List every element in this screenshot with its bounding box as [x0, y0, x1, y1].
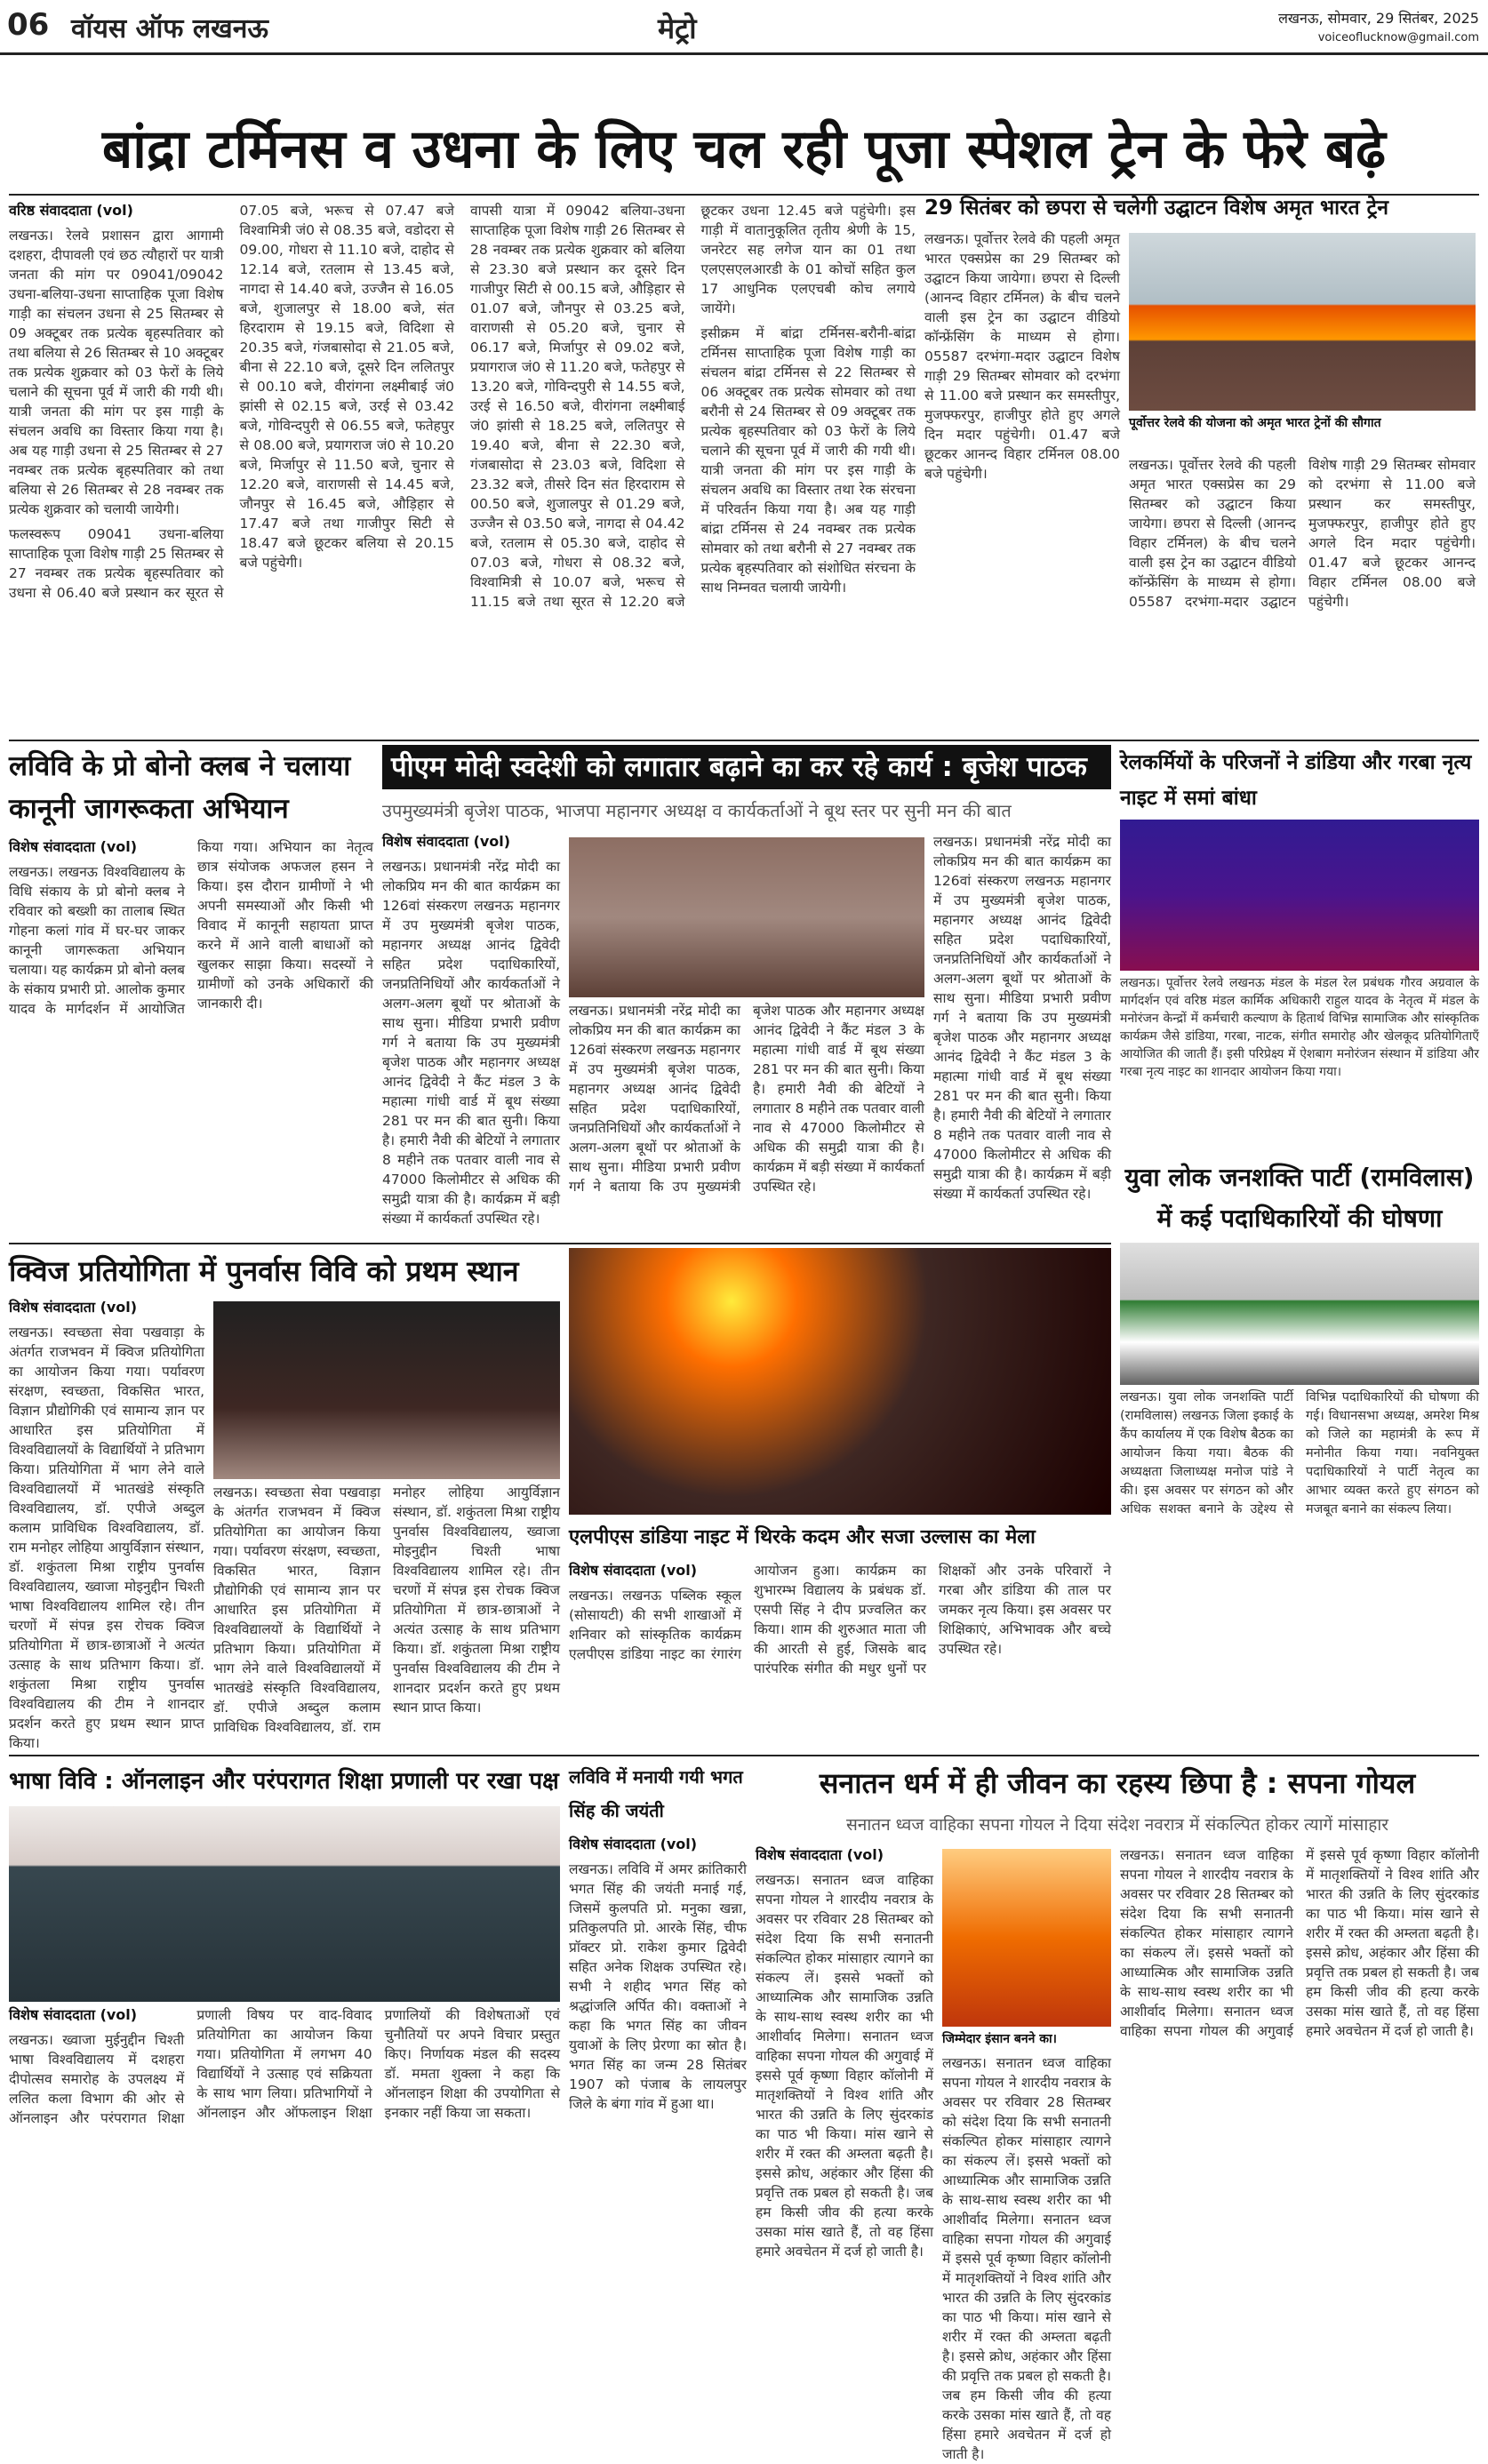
garba-photo — [1120, 820, 1479, 971]
date: लखनऊ, सोमवार, 29 सितंबर, 2025 — [1278, 10, 1479, 27]
quiz-body-2: लखनऊ। स्वच्छता सेवा पखवाड़ा के अंतर्गत राजभवन में क्विज प्रतियोगिता का आयोजन किया गया। पर्यावरण संरक्षण, स्वच्छता, विकसित भारत, विज्ञान प्रौद्योगिकी एवं सामान्य ज्ञान पर आधारित इस प्रतियोगिता में विश्वविद्यालयों के विद्यार्थियों ने प्रतिभाग किया। प्रतियोगिता में भाग लेने वाले विश्वविद्यालयों में भातखंडे संस्कृति विश्वविद्यालय, डॉ. एपीजे अब्दुल कलाम प्राविधिक विश्वविद्यालय, डॉ. राम मनोहर लोहिया आयुर्विज्ञान संस्थान, डॉ. शकुंतला मिश्रा राष्ट्रीय पुनर्वास विश्वविद्यालय, ख्वाजा मोइनुद्दीन चिश्ती भाषा विश्वविद्यालय शामिल रहे। तीन चरणों में संपन्न इस रोचक क्विज प्रतियोगिता में छात्र-छात्राओं ने अत्यंत उत्साह के साथ प्रतिभाग किया। डॉ. शकुंतला मिश्रा राष्ट्रीय पुनर्वास विश्वविद्यालय की टीम ने शानदार प्रदर्शन करते हुए प्रथम स्थान प्राप्त किया। — [213, 1484, 560, 1735]
quiz-byline: विशेष संवाददाता (vol) — [9, 1299, 138, 1316]
ljp-headline: युवा लोक जनशक्ति पार्टी (रामविलास) में कई पदाधिकारियों की घोषणा — [1124, 1163, 1475, 1233]
sanatan-article-cont2 — [1120, 1845, 1479, 2334]
modi-headline: पीएम मोदी स्वदेशी को लगातार बढ़ाने का कर रहे कार्य : बृजेश पाठक — [382, 745, 1111, 789]
ljp-article — [1120, 1388, 1479, 1751]
bhasha-article — [9, 2005, 560, 2334]
dandiya-photo — [569, 1248, 1111, 1515]
modi-body: लखनऊ। प्रधानमंत्री नरेंद्र मोदी का लोकप्रिय मन की बात कार्यक्रम का 126वां संस्करण लखनऊ महानगर में उप मुख्यमंत्री बृजेश पाठक, महानगर अध्यक्ष आनंद द्विवेदी सहित प्रदेश पदाधिकारियों, जनप्रतिनिधियों और कार्यकर्ताओं ने अलग-अलग बूथों पर श्रोताओं के साथ सुना। मीडिया प्रभारी प्रवीण गर्ग ने बताया कि उप मुख्यमंत्री बृजेश पाठक और महानगर अध्यक्ष आनंद द्विवेदी ने कैंट मंडल 3 के महात्मा गांधी वार्ड में बूथ संख्या 281 पर मन की बात सुनी। किया है। हमारी नैवी की बेटियों ने लगातार 8 महीने तक पतवार वाली नाव से 47000 किलोमीटर से अधिक की समुद्री यात्रा की है। कार्यक्रम में बड़ी संख्या में कार्यकर्ता उपस्थित रहे। — [382, 859, 560, 1227]
sanatan-byline: विशेष संवाददाता (vol) — [756, 1846, 884, 1863]
train-body-2: लखनऊ। पूर्वोत्तर रेलवे की पहली अमृत भारत एक्सप्रेस का 29 सितम्बर को उद्घाटन किया जायेगा। छपरा से दिल्ली (आनन्द विहार टर्मिनल) के बीच चलने वाली इस ट्रेन का उद्घाटन वीडियो कॉन्फ्रेंसिंग के माध्यम से होगा। 05587 दरभंगा-मदार उद्घाटन विशेष गाड़ी 29 सितम्बर सोमवार को दरभंगा से 11.00 बजे प्रस्थान कर समस्तीपुर, मुजफ्फरपुर, हाजीपुर होते हुए अगले दिन मदार पहुंचेगी। 01.47 बजे छूटकर आनन्द विहार टर्मिनल 08.00 बजे पहुंचेगी। — [1129, 457, 1476, 610]
dandiya-body: लखनऊ। लखनऊ पब्लिक स्कूल (सोसायटी) की सभी शाखाओं में शनिवार को सांस्कृतिक कार्यक्रम एलपीएस डांडिया नाइट का रंगारंग आयोजन हुआ। कार्यक्रम का शुभारम्भ विद्यालय के प्रबंधक डॉ. एसपी सिंह ने दीप प्रज्वलित कर किया। शाम की शुरुआत माता जी की आरती से हुई, जिसके बाद पारंपरिक संगीत की मधुर धुनों पर शिक्षकों और उनके परिवारों ने गरबा और डांडिया की ताल पर जमकर नृत्य किया। इस अवसर पर शिक्षिकाएं, अभिभावक और बच्चे उपस्थित रहे। — [569, 1563, 1111, 1676]
probono-headline: लविवि के प्रो बोनो क्लब ने चलाया कानूनी जागरूकता अभियान — [9, 750, 351, 825]
train-article-cont — [1129, 455, 1476, 736]
lead-para-3: वापसी यात्रा में 09042 बलिया-उधना साप्ताहिक पूजा विशेष गाड़ी 26 सितम्बर से 28 नवम्बर तक प्रत्येक शुक्रवार को बलिया से 23.30 बजे प्रस्थान कर दूसरे दिन गाजीपुर सिटी से 00.15 बजे, औड़िहार से 01.07 बजे, जौनपुर से 03.25 बजे, वाराणसी से 05.20 बजे, चुनार से 06.17 बजे, मिर्जापुर से 09.02 बजे, प्रयागराज जं0 से 11.20 बजे, फतेहपुर से 13.20 बजे, गोविन्दपुरी से 14.55 बजे, उरई से 16.50 बजे, वीरांगना लक्ष्मीबाई जं0 झांसी से 18.25 बजे, ललितपुर से 19.40 बजे, बीना से 22.30 बजे, गंजबासोदा से 23.03 बजे, विदिशा से 23.32 बजे, तीसरे दिन संत हिरदाराम से 00.50 बजे, शुजालपुर से 01.29 बजे, उज्जैन से 03.50 बजे, नागदा से 04.42 बजे, रतलाम से 05.30 बजे, दाहोद से 07.03 बजे, गोधरा से 08.32 बजे, विश्वामित्री से 10.07 बजे, भरूच से 11.15 बजे तथा सूरत से 12.20 बजे छूटकर उधना 12.45 बजे पहुंचेगी। इस गाड़ी में वातानुकूलित तृतीय श्रेणी के 15, जनरेटर सह लगेज यान का 01 तथा एलएसएलआरडी के 01 कोचों सहित कुल 17 आधुनिक एलएचबी कोच लगाये जायेंगे। — [470, 203, 916, 610]
bhasha-headline: भाषा विवि : ऑनलाइन और परंपरागत शिक्षा प्रणाली पर रखा पक्ष — [9, 1768, 559, 1795]
lead-para-2: फलस्वरूप 09041 उधना-बलिया साप्ताहिक पूजा विशेष गाड़ी 25 सितम्बर से 27 नवम्बर तक प्रत्येक बृहस्पतिवार को उधना से 06.40 बजे प्रस्थान कर सूरत से 07.05 बजे, भरूच से 07.47 बजे विश्वामित्री जं0 से 08.35 बजे, वडोदरा से 09.00, गोधरा से 11.10 बजे, दाहोद से 12.14 बजे, रतलाम से 13.45 बजे, नागदा से 14.40 बजे, उज्जैन से 16.05 बजे, शुजालपुर से 18.00 बजे, संत हिरदाराम से 19.15 बजे, विदिशा से 20.35 बजे, गंजबासोदा से 21.05 बजे, बीना से 22.10 बजे, दूसरे दिन ललितपुर से 00.10 बजे, वीरांगना लक्ष्मीबाई जं0 झांसी से 02.15 बजे, उरई से 03.42 बजे, गोविन्दपुरी से 06.55 बजे, फतेहपुर से 08.00 बजे, प्रयागराज जं0 से 10.20 बजे, मिर्जापुर से 11.50 बजे, चुनार से 12.20 बजे, वाराणसी से 14.45 बजे, जौनपुर से 16.45 बजे, औड़िहार से 17.47 बजे तथा गाजीपुर सिटी से 18.47 बजे छूटकर बलिया से 20.15 बजे पहुंचेगी। — [9, 203, 454, 601]
email: voiceoflucknow@gmail.com — [1317, 31, 1479, 44]
sanatan-article — [756, 1845, 933, 2334]
modi-photo — [569, 837, 924, 997]
train-photo-caption: पूर्वोत्तर रेलवे की योजना को अमृत भारत ट्रेनों की सौगात — [1129, 416, 1381, 430]
bhagat-headline: लविवि में मनायी गयी भगत सिंह की जयंती — [569, 1766, 743, 1821]
bhagat-byline: विशेष संवाददाता (vol) — [569, 1836, 698, 1852]
lead-para-1: लखनऊ। रेलवे प्रशासन द्वारा आगामी दशहरा, दीपावली एवं छठ त्यौहारों पर यात्री जनता की मांग पर 09041/09042 उधना-बलिया-उधना साप्ताहिक पूजा विशेष गाड़ी का संचलन उधना से 25 सितम्बर से 09 अक्टूबर तक प्रत्येक बृहस्पतिवार को तथा बलिया से 26 सितम्बर से 10 अक्टूबर तक प्रत्येक शुक्रवार को 03 फेरों के लिये चलाने की सूचना पूर्व में जारी की गयी थी। यात्री जनता की मांग पर इस गाड़ी के संचलन अवधि का विस्तार किया गया है। अब यह गाड़ी उधना से 25 सितम्बर से 27 नवम्बर तक प्रत्येक बृहस्पतिवार को तथा बलिया से 26 सितम्बर से 28 नवम्बर तक प्रत्येक शुक्रवार को चलायी जायेगी। — [9, 228, 224, 517]
dateline — [1278, 9, 1479, 48]
sanatan-body: लखनऊ। सनातन ध्वज वाहिका सपना गोयल ने शारदीय नवरात्र के अवसर पर रविवार 28 सितम्बर को संदेश दिया कि सभी सनातनी संकल्पित होकर मांसाहार त्यागने का संकल्प लें। इससे भक्तों को आध्यात्मिक और सामाजिक उन्नति के साथ-साथ स्वस्थ शरीर का भी आशीर्वाद मिलेगा। सनातन ध्वज वाहिका सपना गोयल की अगुवाई में इससे पूर्व कृष्णा विहार कॉलोनी में मातृशक्तियों ने विश्व शांति और भारत की उन्नति के लिए सुंदरकांड का पाठ भी किया। मांस खाने से शरीर में रक्त की अम्लता बढ़ती है। इससे क्रोध, अहंकार और हिंसा की प्रवृत्ति तक प्रबल हो सकती है। जब हम किसी जीव की हत्या करके उसका मांस खाते हैं, तो वह हिंसा हमारे अवचेतन में दर्ज हो जाती है। — [756, 1872, 933, 2260]
garba-headline: रेलकर्मियों के परिजनों ने डांडिया और गरबा नृत्य नाइट में समां बांधा — [1120, 751, 1472, 810]
probono-article — [9, 837, 373, 1239]
bhagat-article — [569, 1835, 747, 2334]
sanatan-article-cont — [942, 2053, 1111, 2462]
modi-article-cont2 — [933, 832, 1111, 1239]
modi-article — [382, 832, 560, 1239]
dandiya-byline: विशेष संवाददाता (vol) — [569, 1562, 698, 1579]
quiz-photo — [213, 1301, 560, 1479]
quiz-body: लखनऊ। स्वच्छता सेवा पखवाड़ा के अंतर्गत राजभवन में क्विज प्रतियोगिता का आयोजन किया गया। पर्यावरण संरक्षण, स्वच्छता, विकसित भारत, विज्ञान प्रौद्योगिकी एवं सामान्य ज्ञान पर आधारित इस प्रतियोगिता में विश्वविद्यालयों के विद्यार्थियों ने प्रतिभाग किया। प्रतियोगिता में भाग लेने वाले विश्वविद्यालयों में भातखंडे संस्कृति विश्वविद्यालय, डॉ. एपीजे अब्दुल कलाम प्राविधिक विश्वविद्यालय, डॉ. राम मनोहर लोहिया आयुर्विज्ञान संस्थान, डॉ. शकुंतला मिश्रा राष्ट्रीय पुनर्वास विश्वविद्यालय, ख्वाजा मोइनुद्दीन चिश्ती भाषा विश्वविद्यालय शामिल रहे। तीन चरणों में संपन्न इस रोचक क्विज प्रतियोगिता में छात्र-छात्राओं ने अत्यंत उत्साह के साथ प्रतिभाग किया। डॉ. शकुंतला मिश्रा राष्ट्रीय पुनर्वास विश्वविद्यालय की टीम ने शानदार प्रदर्शन करते हुए प्रथम स्थान प्राप्त किया। — [9, 1324, 204, 1751]
train-article — [924, 229, 1120, 736]
dandiya-article — [569, 1561, 1111, 1751]
sanatan-deck: सनातन ध्वज वाहिका सपना गोयल ने दिया संदेश नवरात्र में संकल्पित होकर त्यागें मांसाहार — [845, 1815, 1389, 1835]
sanatan-body-2: लखनऊ। सनातन ध्वज वाहिका सपना गोयल ने शारदीय नवरात्र के अवसर पर रविवार 28 सितम्बर को संदेश दिया कि सभी सनातनी संकल्पित होकर मांसाहार त्यागने का संकल्प लें। इससे भक्तों को आध्यात्मिक और सामाजिक उन्नति के साथ-साथ स्वस्थ शरीर का भी आशीर्वाद मिलेगा। सनातन ध्वज वाहिका सपना गोयल की अगुवाई में इससे पूर्व कृष्णा विहार कॉलोनी में मातृशक्तियों ने विश्व शांति और भारत की उन्नति के लिए सुंदरकांड का पाठ भी किया। मांस खाने से शरीर में रक्त की अम्लता बढ़ती है। इससे क्रोध, अहंकार और हिंसा की प्रवृत्ति तक प्रबल हो सकती है। जब हम किसी जीव की हत्या करके उसका मांस खाते हैं, तो वह हिंसा हमारे अवचेतन में दर्ज हो जाती है। — [942, 2055, 1111, 2462]
train-photo — [1129, 233, 1476, 411]
quiz-article-cont — [213, 1483, 560, 1751]
divider — [9, 1755, 1479, 1756]
modi-article-cont — [569, 1001, 924, 1239]
bhasha-byline: विशेष संवाददाता (vol) — [9, 2006, 138, 2023]
divider — [9, 740, 1479, 741]
bhasha-photo — [9, 1806, 560, 2002]
newspaper-name: वॉयस ऑफ लखनऊ — [71, 13, 268, 44]
modi-byline: विशेष संवाददाता (vol) — [382, 833, 511, 850]
dandiya-headline: एलपीएस डांडिया नाइट में थिरके कदम और सजा उल्लास का मेला — [569, 1526, 1036, 1548]
garba-body: लखनऊ। पूर्वोत्तर रेलवे लखनऊ मंडल के मंडल रेल प्रबंधक गौरव अग्रवाल के मार्गदर्शन एवं वरिष्ठ मंडल कार्मिक अधिकारी राहुल यादव के नेतृत्व में मंडल के मनोरंजन केन्द्रों में कर्मचारी कल्याण के हितार्थ विभिन्न सामाजिक और सांस्कृतिक कार्यक्रम जैसे डांडिया, गरबा, नाटक, संगीत समारोह और खेलकूद प्रतियोगिताएँ आयोजित की जाती हैं। इसी परिप्रेक्ष्य में ऐशबाग मनोरंजन संस्थान में डांडिया और गरबा नृत्य नाइट का शानदार आयोजन किया गया। — [1120, 976, 1479, 1079]
probono-byline: विशेष संवाददाता (vol) — [9, 838, 138, 855]
probono-body: लखनऊ। लखनऊ विश्वविद्यालय के विधि संकाय के प्रो बोनो क्लब ने रविवार को बख्शी का तालाब स्थित गोहना कलां गांव में घर-घर जाकर कानूनी जागरूकता अभियान चलाया। यह कार्यक्रम प्रो बोनो क्लब के संकाय प्रभारी प्रो. आलोक कुमार यादव के मार्गदर्शन में आयोजित किया गया। अभियान का नेतृत्व छात्र संयोजक अफजल हसन ने किया। इस दौरान ग्रामीणों ने भी अपनी समस्याओं और किसी भी विवाद में कानूनी सहायता प्राप्त करने में आने वाली बाधाओं को खुलकर साझा किया। सदस्यों ने ग्रामीणों को उनके अधिकारों की जानकारी दी। — [9, 839, 373, 1017]
sanatan-photo — [942, 1849, 1111, 2027]
train-body: लखनऊ। पूर्वोत्तर रेलवे की पहली अमृत भारत एक्सप्रेस का 29 सितम्बर को उद्घाटन किया जायेगा। छपरा से दिल्ली (आनन्द विहार टर्मिनल) के बीच चलने वाली इस ट्रेन का उद्घाटन वीडियो कॉन्फ्रेंसिंग के माध्यम से होगा। 05587 दरभंगा-मदार उद्घाटन विशेष गाड़ी 29 सितम्बर सोमवार को दरभंगा से 11.00 बजे प्रस्थान कर समस्तीपुर, मुजफ्फरपुर, हाजीपुर होते हुए अगले दिन मदार पहुंचेगी। 01.47 बजे छूटकर आनन्द विहार टर्मिनल 08.00 बजे पहुंचेगी। — [924, 231, 1120, 482]
masthead — [0, 0, 1488, 55]
sanatan-headline: सनातन धर्म में ही जीवन का रहस्य छिपा है : सपना गोयल — [819, 1766, 1416, 1800]
sanatan-body-3: लखनऊ। सनातन ध्वज वाहिका सपना गोयल ने शारदीय नवरात्र के अवसर पर रविवार 28 सितम्बर को संदेश दिया कि सभी सनातनी संकल्पित होकर मांसाहार त्यागने का संकल्प लें। इससे भक्तों को आध्यात्मिक और सामाजिक उन्नति के साथ-साथ स्वस्थ शरीर का भी आशीर्वाद मिलेगा। सनातन ध्वज वाहिका सपना गोयल की अगुवाई में इससे पूर्व कृष्णा विहार कॉलोनी में मातृशक्तियों ने विश्व शांति और भारत की उन्नति के लिए सुंदरकांड का पाठ भी किया। मांस खाने से शरीर में रक्त की अम्लता बढ़ती है। इससे क्रोध, अहंकार और हिंसा की प्रवृत्ति तक प्रबल हो सकती है। जब हम किसी जीव की हत्या करके उसका मांस खाते हैं, तो वह हिंसा हमारे अवचेतन में दर्ज हो जाती है। — [1120, 1847, 1479, 2039]
page-number: 06 — [7, 7, 50, 43]
lead-headline: बांद्रा टर्मिनस व उधना के लिए चल रही पूजा स्पेशल ट्रेन के फेरे बढ़े — [102, 118, 1386, 180]
modi-body-2: लखनऊ। प्रधानमंत्री नरेंद्र मोदी का लोकप्रिय मन की बात कार्यक्रम का 126वां संस्करण लखनऊ महानगर में उप मुख्यमंत्री बृजेश पाठक, महानगर अध्यक्ष आनंद द्विवेदी सहित प्रदेश पदाधिकारियों, जनप्रतिनिधियों और कार्यकर्ताओं ने अलग-अलग बूथों पर श्रोताओं के साथ सुना। मीडिया प्रभारी प्रवीण गर्ग ने बताया कि उप मुख्यमंत्री बृजेश पाठक और महानगर अध्यक्ष आनंद द्विवेदी ने कैंट मंडल 3 के महात्मा गांधी वार्ड में बूथ संख्या 281 पर मन की बात सुनी। किया है। हमारी नैवी की बेटियों ने लगातार 8 महीने तक पतवार वाली नाव से 47000 किलोमीटर से अधिक की समुद्री यात्रा की है। कार्यक्रम में बड़ी संख्या में कार्यकर्ता उपस्थित रहे। — [569, 1003, 924, 1195]
train-headline: 29 सितंबर को छपरा से चलेगी उद्घाटन विशेष अमृत भारत ट्रेन — [924, 196, 1389, 220]
quiz-headline: क्विज प्रतियोगिता में पुनर्वास विवि को प्रथम स्थान — [9, 1254, 519, 1288]
ljp-photo — [1120, 1243, 1479, 1385]
section-title: मेट्रो — [658, 12, 697, 45]
modi-body-3: लखनऊ। प्रधानमंत्री नरेंद्र मोदी का लोकप्रिय मन की बात कार्यक्रम का 126वां संस्करण लखनऊ महानगर में उप मुख्यमंत्री बृजेश पाठक, महानगर अध्यक्ष आनंद द्विवेदी सहित प्रदेश पदाधिकारियों, जनप्रतिनिधियों और कार्यकर्ताओं ने अलग-अलग बूथों पर श्रोताओं के साथ सुना। मीडिया प्रभारी प्रवीण गर्ग ने बताया कि उप मुख्यमंत्री बृजेश पाठक और महानगर अध्यक्ष आनंद द्विवेदी ने कैंट मंडल 3 के महात्मा गांधी वार्ड में बूथ संख्या 281 पर मन की बात सुनी। किया है। हमारी नैवी की बेटियों ने लगातार 8 महीने तक पतवार वाली नाव से 47000 किलोमीटर से अधिक की समुद्री यात्रा की है। कार्यक्रम में बड़ी संख्या में कार्यकर्ता उपस्थित रहे। — [933, 834, 1111, 1202]
bhasha-body: लखनऊ। ख्वाजा मुईनुद्दीन चिश्ती भाषा विश्वविद्यालय में दशहरा दीपोत्सव समारोह के उपलक्ष्य में ललित कला विभाग की ओर से ऑनलाइन और परंपरागत शिक्षा प्रणाली विषय पर वाद-विवाद प्रतियोगिता का आयोजन किया गया। प्रतियोगिता में लगभग 40 विद्यार्थियों ने उत्साह एवं सक्रियता के साथ भाग लिया। प्रतिभागियों ने ऑनलाइन और ऑफलाइन शिक्षा प्रणालियों की विशेषताओं एवं चुनौतियों पर अपने विचार प्रस्तुत किए। निर्णायक मंडल की सदस्य डॉ. ममता शुक्ला ने कहा कि ऑनलाइन शिक्षा की उपयोगिता से इनकार नहीं किया जा सकता। — [9, 2007, 560, 2126]
divider — [9, 1243, 1111, 1244]
quiz-article — [9, 1298, 204, 1751]
lead-para-4: इसीक्रम में बांद्रा टर्मिनस-बरौनी-बांद्रा टर्मिनस साप्ताहिक पूजा विशेष गाड़ी का संचलन बांद्रा टर्मिनस से 22 सितम्बर से 06 अक्टूबर तक प्रत्येक सोमवार को तथा बरौनी से 24 सितम्बर से 09 अक्टूबर तक प्रत्येक बृहस्पतिवार को 03 फेरों के लिये चलाने की सूचना पूर्व में जारी की गयी थी। यात्री जनता की मांग पर इस गाड़ी के संचलन अवधि का विस्तार तथा रेक संरचना में परिवर्तन किया गया है। अब यह गाड़ी बांद्रा टर्मिनस से 24 नवम्बर तक प्रत्येक सोमवार को तथा बरौनी से 27 नवम्बर तक प्रत्येक बृहस्पतिवार को संशोधित संरचना के साथ निम्नवत चलायी जायेगी। — [700, 325, 916, 596]
bhagat-body: लखनऊ। लविवि में अमर क्रांतिकारी भगत सिंह की जयंती मनाई गई, जिसमें कुलपति प्रो. मनुका खन्ना, प्रतिकुलपति प्रो. आरके सिंह, चीफ प्रॉक्टर प्रो. राकेश कुमार द्विवेदी सहित अनेक शिक्षक उपस्थित रहे। सभी ने शहीद भगत सिंह को श्रद्धांजलि अर्पित की। वक्ताओं ने कहा कि भगत सिंह का जीवन युवाओं के लिए प्रेरणा का स्रोत है। भगत सिंह का जन्म 28 सितंबर 1907 को पंजाब के लायलपुर जिले के बंगा गांव में हुआ था। — [569, 1861, 747, 2112]
modi-deck: उपमुख्यमंत्री बृजेश पाठक, भाजपा महानगर अध्यक्ष व कार्यकर्ताओं ने बूथ स्तर पर सुनी मन की बात — [382, 800, 1012, 821]
ljp-body: लखनऊ। युवा लोक जनशक्ति पार्टी (रामविलास) लखनऊ जिला इकाई के कैंप कार्यालय में एक विशेष बैठक का आयोजन किया गया। बैठक की अध्यक्षता जिलाध्यक्ष मनोज पांडे ने की। इस अवसर पर संगठन को और अधिक सशक्त बनाने के उद्देश्य से विभिन्न पदाधिकारियों की घोषणा की गई। विधानसभा अध्यक्ष, अमरेश मिश्र को जिले का महामंत्री के रूप में मनोनीत किया गया। नवनियुक्त पदाधिकारियों ने पार्टी नेतृत्व का आभार व्यक्त करते हुए संगठन को मजबूत बनाने का संकल्प लिया। — [1120, 1390, 1479, 1516]
garba-article — [1120, 974, 1479, 1152]
sanatan-photo-caption: जिम्मेदार इंसान बनने का। — [942, 2032, 1057, 2046]
lead-article — [9, 201, 916, 734]
lead-byline: वरिष्ठ संवाददाता (vol) — [9, 202, 133, 219]
